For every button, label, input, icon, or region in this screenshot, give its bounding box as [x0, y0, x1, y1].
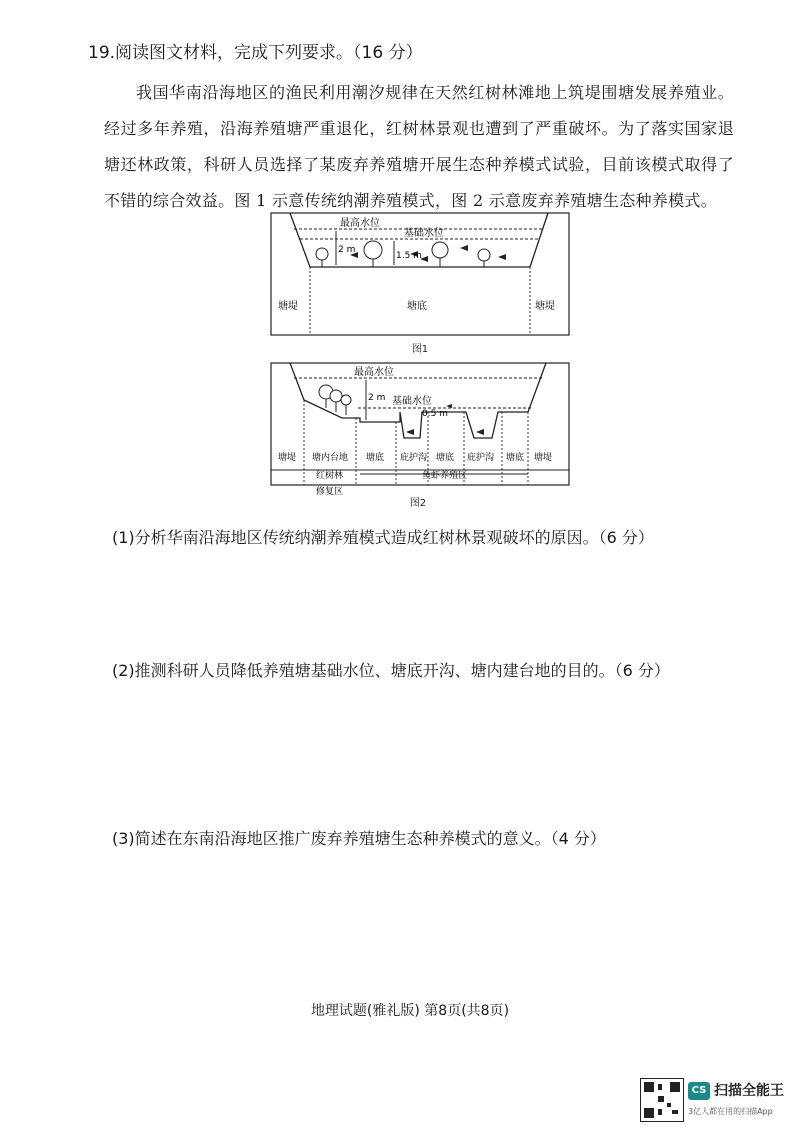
qr-code-icon — [640, 1078, 684, 1122]
fig2-zone-mangrove-2: 修复区 — [316, 487, 344, 497]
fig2-col-6: 庇护沟 — [467, 453, 495, 463]
fig2-col-7: 塘底 — [506, 453, 525, 463]
fig1-bottom: 塘底 — [407, 301, 427, 312]
fig2-col-3: 塘底 — [366, 453, 385, 463]
camscanner-logo-icon: CS — [688, 1082, 710, 1100]
fig2-col-1: 塘堤 — [278, 453, 297, 463]
fig1-depth-max: 2 m — [338, 245, 356, 255]
material-paragraph — [104, 75, 734, 219]
sub-question-3: (3)简述在东南沿海地区推广废弃养殖塘生态种养模式的意义。（4 分） — [112, 829, 606, 848]
figure-1-caption: 图1 — [411, 344, 429, 355]
figure-2 — [270, 362, 570, 514]
figure-2-caption: 图2 — [409, 498, 427, 509]
sub-question-1: (1)分析华南沿海地区传统纳潮养殖模式造成红树林景观破坏的原因。（6 分） — [112, 528, 654, 547]
scanner-watermark — [640, 1078, 790, 1122]
watermark-tagline: 3亿人都在用的扫描App — [688, 1107, 773, 1116]
fig1-dike-left: 塘堤 — [278, 301, 298, 312]
fig2-base-water-label: 基础水位 — [392, 396, 432, 407]
fig2-zone-fish: 鱼虾养殖区 — [422, 471, 468, 481]
fig2-depth-base: 0.5 m — [422, 409, 448, 419]
fig2-col-4: 庇护沟 — [400, 453, 428, 463]
figure-2-diagram — [270, 362, 570, 510]
sub-question-2: (2)推测科研人员降低养殖塘基础水位、塘底开沟、塘内建台地的目的。（6 分） — [112, 661, 670, 680]
material-text: 我国华南沿海地区的渔民利用潮汐规律在天然红树林滩地上筑堤围塘发展养殖业。经过多年养殖，沿海养殖塘严重退化，红树林景观也遭到了严重破坏。为了落实国家退塘还林政策，科研人员选择了某废弃养殖塘开展生态种养模式试验，目前该模式取得了不错的综合效益。图 1 示意传统纳潮养殖模式，图 2 示意废弃养殖塘生态种养模式。 — [104, 83, 734, 210]
fig2-max-water-label: 最高水位 — [354, 367, 394, 378]
watermark-name: 扫描全能王 — [714, 1083, 784, 1099]
figure-1 — [270, 212, 570, 361]
fig1-dike-right: 塘堤 — [535, 301, 555, 312]
mangrove-tree-icon — [319, 385, 351, 415]
fig1-depth-base: 1.5 m — [396, 251, 422, 261]
question-title: 19.阅读图文材料，完成下列要求。（16 分） — [88, 43, 423, 63]
fig2-col-5: 塘底 — [436, 453, 455, 463]
fig2-col-8: 塘堤 — [534, 453, 553, 463]
fig1-max-water-label: 最高水位 — [340, 218, 380, 229]
figure-1-diagram — [270, 212, 570, 357]
fig1-base-water-label: 基础水位 — [404, 228, 444, 239]
fig2-depth-max: 2 m — [368, 393, 386, 403]
fig2-col-2: 塘内台地 — [312, 453, 349, 463]
fig2-zone-mangrove-1: 红树林 — [316, 471, 344, 481]
page-footer: 地理试题(雅礼版) 第8页(共8页) — [310, 1003, 510, 1019]
